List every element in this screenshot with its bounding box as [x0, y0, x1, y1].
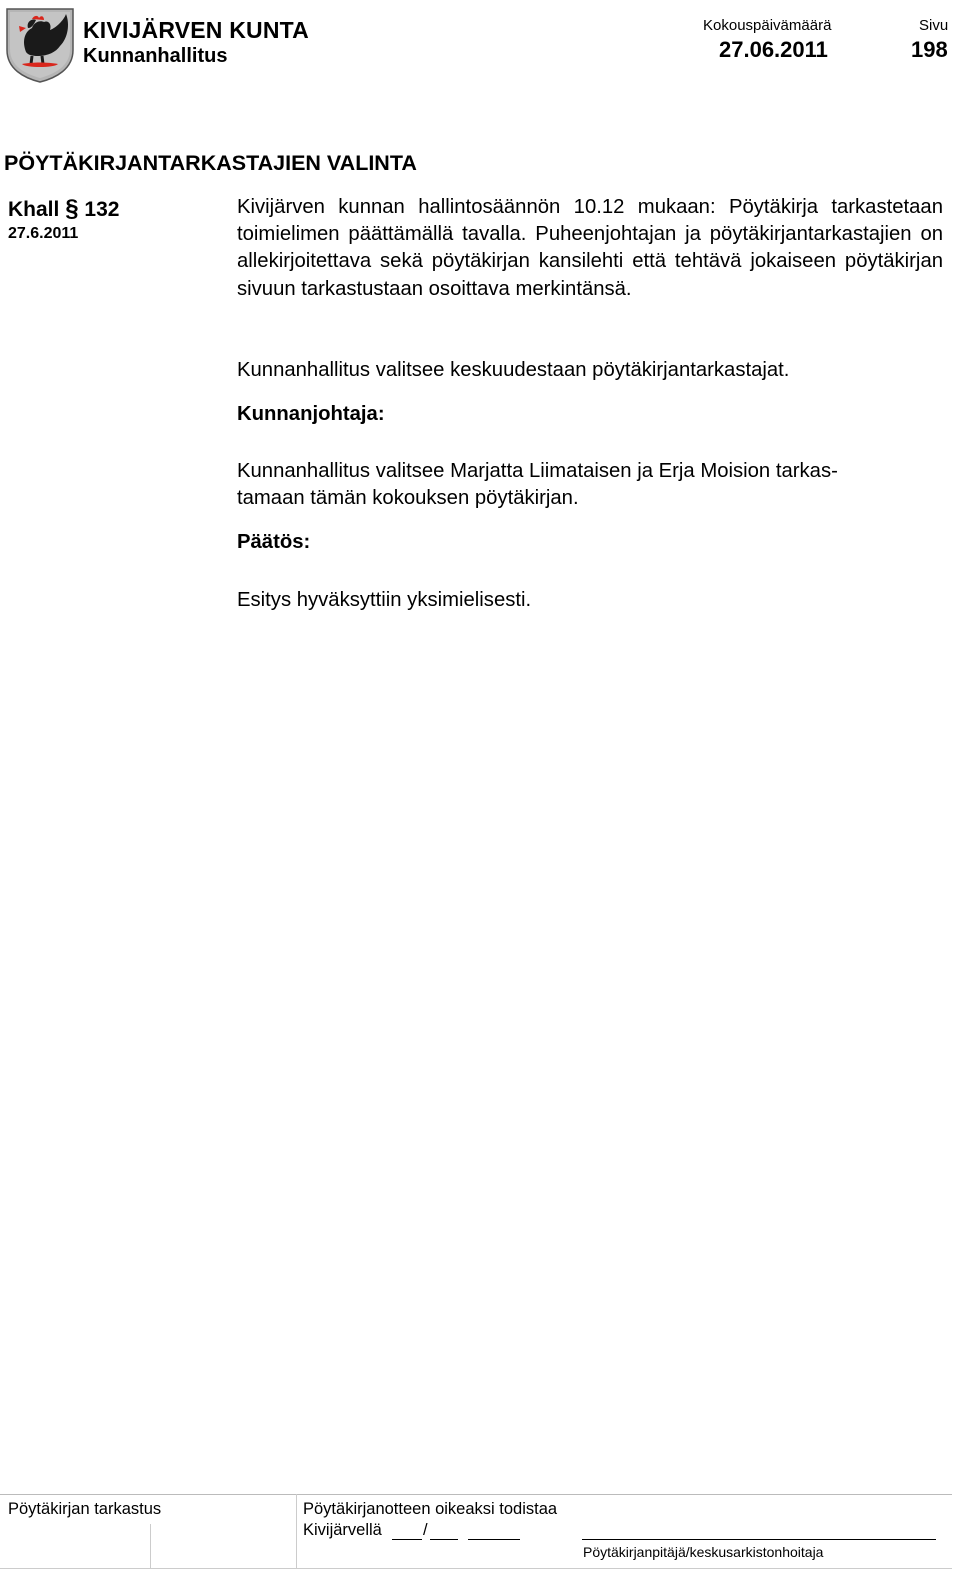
organization-unit: Kunnanhallitus	[83, 45, 228, 67]
section-ref-number: 132	[84, 198, 120, 221]
footer-bottom-rule	[0, 1568, 952, 1569]
meeting-date-label: Kokouspäivämäärä	[703, 17, 832, 34]
year-blank-line	[468, 1539, 520, 1540]
section-ref-prefix: Khall	[8, 198, 60, 221]
section-date: 27.6.2011	[8, 225, 79, 242]
selection-paragraph: Kunnanhallitus valitsee keskuudestaan pöytäkirjantarkastajat.	[237, 359, 790, 381]
decision-text: Esitys hyväksyttiin yksimielisesti.	[237, 589, 532, 611]
paragraph-symbol: §	[65, 195, 79, 222]
meeting-date-value: 27.06.2011	[719, 37, 828, 62]
page-number-label: Sivu	[919, 17, 949, 34]
signature-line	[582, 1539, 936, 1540]
proposal-heading: Kunnanjohtaja:	[237, 403, 385, 425]
minutes-check-label: Pöytäkirjan tarkastus	[8, 1500, 162, 1518]
footer-divider	[296, 1494, 297, 1569]
proposal-line-2: tamaan tämän kokouksen pöytäkirjan.	[237, 487, 579, 509]
place-label: Kivijärvellä	[303, 1521, 382, 1539]
footer-top-rule	[0, 1494, 952, 1495]
month-blank-line	[430, 1539, 458, 1540]
coat-of-arms-rooster-icon	[4, 6, 76, 84]
date-separator: /	[423, 1521, 428, 1539]
section-title: PÖYTÄKIRJANTARKASTAJIEN VALINTA	[4, 151, 417, 175]
organization-name: KIVIJÄRVEN KUNTA	[83, 17, 309, 43]
proposal-line-1: Kunnanhallitus valitsee Marjatta Liimataisen ja Erja Moision tarkas-	[237, 460, 838, 482]
page-number-value: 198	[911, 37, 948, 62]
page-footer	[0, 1494, 952, 1569]
rules-paragraph: Kivijärven kunnan hallintosäännön 10.12 mukaan: Pöytäkirja tarkastetaan toimielimen päättämällä tavalla. Puheenjohtajan ja pöytäkirjantarkastajien on allekirjoitettava sekä pöytäkirjan kansilehti että tehtävä jokaiseen pöytäkirjan sivuun tarkastustaan osoittava merkintänsä.	[237, 196, 943, 300]
decision-heading: Päätös:	[237, 531, 311, 553]
signer-title: Pöytäkirjanpitäjä/keskusarkistonhoitaja	[583, 1544, 824, 1560]
day-blank-line	[392, 1539, 422, 1540]
certify-label: Pöytäkirjanotteen oikeaksi todistaa	[303, 1500, 558, 1518]
footer-signature-divider	[150, 1524, 151, 1569]
section-reference	[8, 195, 119, 223]
